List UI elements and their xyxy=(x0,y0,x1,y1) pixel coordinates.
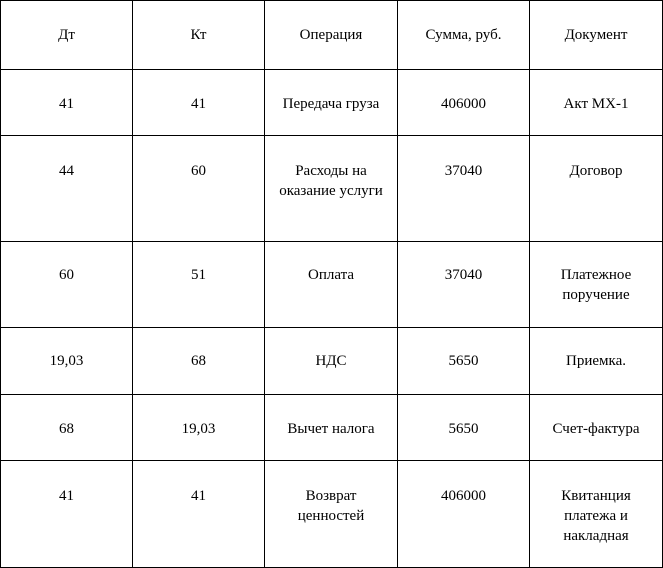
table-row xyxy=(1,136,663,242)
cell-operation: Вычет налога xyxy=(265,395,398,461)
header-document: Документ xyxy=(530,1,663,70)
cell-amount: 406000 xyxy=(398,461,530,568)
cell-amount: 406000 xyxy=(398,70,530,136)
cell-credit: 51 xyxy=(133,242,265,328)
header-credit: Кт xyxy=(133,1,265,70)
header-amount: Сумма, руб. xyxy=(398,1,530,70)
table-row xyxy=(1,328,663,395)
cell-document: Приемка. xyxy=(530,328,663,395)
cell-debit: 44 xyxy=(1,136,133,242)
cell-amount: 5650 xyxy=(398,328,530,395)
cell-amount: 37040 xyxy=(398,242,530,328)
cell-credit: 41 xyxy=(133,461,265,568)
table-row xyxy=(1,395,663,461)
cell-document: Квитанция платежа и накладная xyxy=(530,461,663,568)
header-debit: Дт xyxy=(1,1,133,70)
table-row xyxy=(1,461,663,568)
cell-operation: Расходы на оказание услуги xyxy=(265,136,398,242)
cell-credit: 41 xyxy=(133,70,265,136)
cell-debit: 41 xyxy=(1,70,133,136)
cell-document: Акт МХ-1 xyxy=(530,70,663,136)
cell-operation: Оплата xyxy=(265,242,398,328)
cell-document: Счет-фактура xyxy=(530,395,663,461)
table-row xyxy=(1,242,663,328)
cell-credit: 60 xyxy=(133,136,265,242)
cell-amount: 37040 xyxy=(398,136,530,242)
cell-operation: Передача груза xyxy=(265,70,398,136)
cell-credit: 68 xyxy=(133,328,265,395)
cell-document: Платежное поручение xyxy=(530,242,663,328)
cell-amount: 5650 xyxy=(398,395,530,461)
cell-document: Договор xyxy=(530,136,663,242)
cell-credit: 19,03 xyxy=(133,395,265,461)
cell-debit: 41 xyxy=(1,461,133,568)
cell-debit: 19,03 xyxy=(1,328,133,395)
cell-operation: Возврат ценностей xyxy=(265,461,398,568)
cell-operation: НДС xyxy=(265,328,398,395)
table-row xyxy=(1,70,663,136)
header-operation: Операция xyxy=(265,1,398,70)
cell-debit: 68 xyxy=(1,395,133,461)
cell-debit: 60 xyxy=(1,242,133,328)
table-header-row xyxy=(1,1,663,70)
